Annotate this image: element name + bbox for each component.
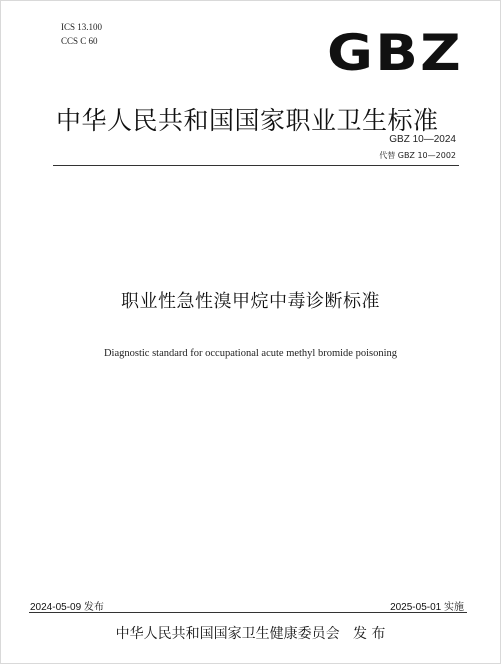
footer-divider — [29, 612, 467, 613]
implementation-date: 2025-05-01 实施 — [390, 602, 464, 613]
ccs-code: CCS C 60 — [61, 36, 98, 46]
ics-code: ICS 13.100 — [61, 22, 103, 32]
replaces-note: 代替 GBZ 10—2002 — [379, 151, 456, 160]
gbz-logo — [325, 27, 465, 75]
document-title-english: Diagnostic standard for occupational acute methyl bromide poisoning — [103, 348, 398, 359]
document-title-chinese: 职业性急性溴甲烷中毒诊断标准 — [121, 291, 380, 312]
header-divider — [53, 165, 459, 166]
svg-text:GBZ: GBZ — [327, 27, 463, 75]
issue-date: 2024-05-09 发布 — [30, 602, 104, 613]
standard-code: GBZ 10—2024 — [389, 134, 456, 145]
standard-category-title: 中华人民共和国国家职业卫生标准 — [56, 106, 439, 135]
publisher: 中华人民共和国国家卫生健康委员会 发 布 — [115, 626, 386, 642]
